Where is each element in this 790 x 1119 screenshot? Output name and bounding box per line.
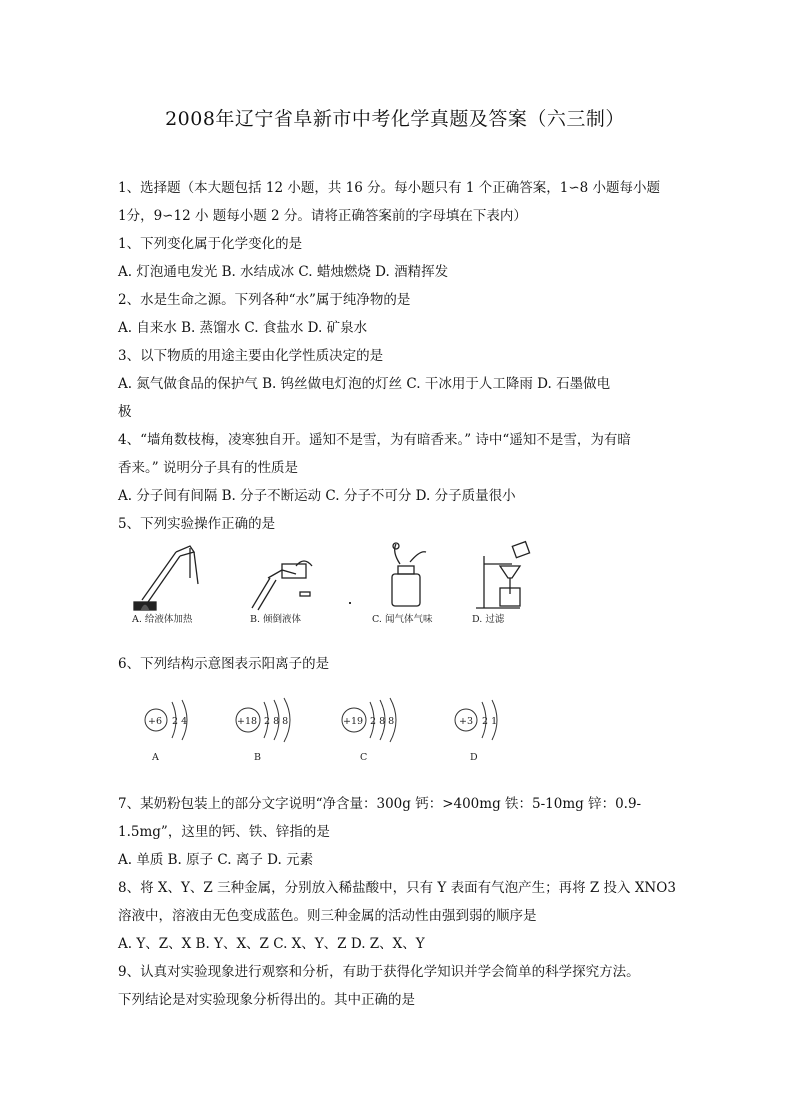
atom-a-nucleus: +6 [148, 716, 163, 727]
stray-dot [349, 602, 351, 604]
q3-stem: 3、以下物质的用途主要由化学性质决定的是 [118, 348, 384, 364]
q8-stem-cont: 溶液中，溶液由无色变成蓝色。则三种金属的活动性由强到弱的顺序是 [118, 908, 537, 924]
atom-c-label: C [360, 752, 368, 763]
q7-stem: 7、某奶粉包装上的部分文字说明“净含量：300g 钙：>400mg 铁：5-10mg 锌：0.9- [118, 796, 642, 812]
q5-caption-b: B. 倾倒液体 [250, 614, 302, 625]
q2-options: A. 自来水 B. 蒸馏水 C. 食盐水 D. 矿泉水 [118, 320, 368, 336]
q1-stem: 1、下列变化属于化学变化的是 [118, 236, 303, 252]
q6-atom-diagrams [136, 696, 536, 768]
atom-d-label: D [470, 752, 478, 763]
atom-b-nucleus: +18 [237, 716, 258, 727]
q2-stem: 2、水是生命之源。下列各种“水”属于纯净物的是 [118, 292, 411, 308]
atom-d-shells: 2 1 [482, 716, 498, 727]
pouring-liquid-illustration [252, 561, 312, 610]
q5-caption-d: D. 过滤 [472, 614, 505, 625]
q3-options-cont: 极 [118, 404, 132, 420]
atom-a-shells: 2 4 [172, 716, 188, 727]
q3-options: A. 氮气做食品的保护气 B. 钨丝做电灯泡的灯丝 C. 干冰用于人工降雨 D. 石墨做电 [118, 376, 611, 392]
q7-options: A. 单质 B. 原子 C. 离子 D. 元素 [118, 852, 314, 868]
q5-caption-a: A. 给液体加热 [132, 614, 193, 625]
q6-stem: 6、下列结构示意图表示阳离子的是 [118, 656, 330, 672]
q7-stem-cont: 1.5mg”，这里的钙、铁、锌指的是 [118, 824, 330, 840]
q5-stem: 5、下列实验操作正确的是 [118, 516, 276, 532]
q1-options: A. 灯泡通电发光 B. 水结成冰 C. 蜡烛燃烧 D. 酒精挥发 [118, 264, 449, 280]
atom-c-shells: 2 8 8 [370, 716, 395, 727]
smelling-gas-illustration [392, 543, 426, 606]
filtering-illustration [476, 542, 530, 608]
page-title: 2008年辽宁省阜新市中考化学真题及答案（六三制） [165, 108, 625, 130]
intro-line-2: 1分，9∽12 小 题每小题 2 分。请将正确答案前的字母填在下表内） [118, 208, 527, 224]
q4-stem: 4、“墙角数枝梅，凌寒独自开。遥知不是雪，为有暗香来。” 诗中“遥知不是雪，为有暗 [118, 432, 631, 448]
q8-options: A. Y、Z、X B. Y、X、Z C. X、Y、Z D. Z、X、Y [118, 936, 425, 952]
atom-d-nucleus: +3 [459, 716, 474, 727]
atom-c-nucleus: +19 [343, 716, 364, 727]
q5-caption-c: C. 闻气体气味 [372, 614, 433, 625]
q9-stem-cont: 下列结论是对实验现象分析得出的。其中正确的是 [118, 992, 415, 1008]
atom-b-shells: 2 8 8 [264, 716, 289, 727]
heating-liquid-illustration [134, 546, 198, 610]
q4-options: A. 分子间有间隔 B. 分子不断运动 C. 分子不可分 D. 分子质量很小 [118, 488, 516, 504]
atom-b-label: B [254, 752, 261, 763]
atom-a-label: A [152, 752, 159, 763]
q5-lab-figure [120, 538, 540, 630]
intro-line-1: 1、选择题（本大题包括 12 小题，共 16 分。每小题只有 1 个正确答案，1∽8 小题每小题 [118, 180, 661, 196]
q9-stem: 9、认真对实验现象进行观察和分析，有助于获得化学知识并学会简单的科学探究方法。 [118, 964, 640, 980]
q4-stem-cont: 香来。” 说明分子具有的性质是 [118, 460, 298, 476]
q8-stem: 8、将 X、Y、Z 三种金属，分别放入稀盐酸中，只有 Y 表面有气泡产生；再将 Z 投入 XNO3 [118, 880, 676, 896]
